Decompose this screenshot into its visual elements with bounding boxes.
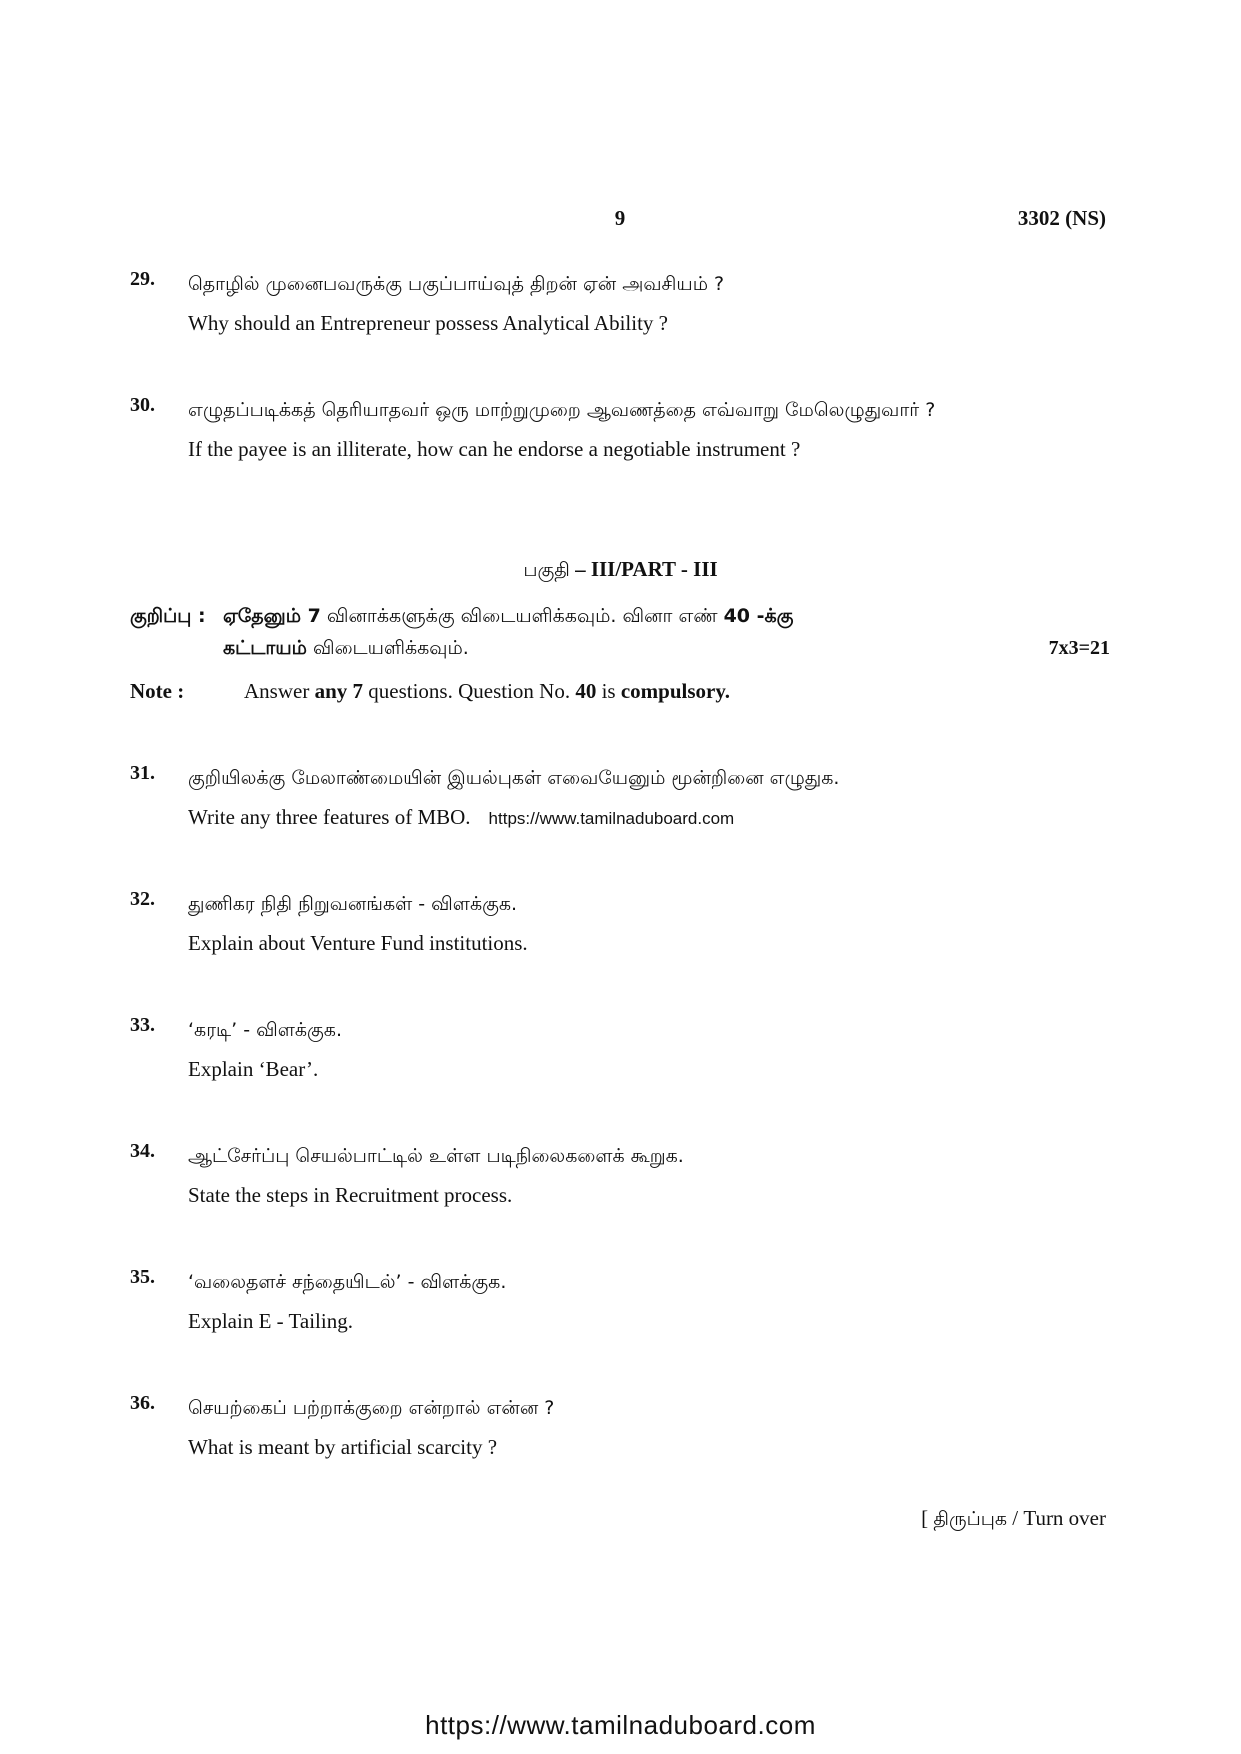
question-text-english: If the payee is an illiterate, how can he endorse a negotiable instrument ? xyxy=(188,437,801,461)
question-number: 31. xyxy=(130,762,155,784)
question-number: 35. xyxy=(130,1266,155,1288)
watermark-url: https://www.tamilnaduboard.com xyxy=(488,809,735,828)
question-32 xyxy=(130,888,1110,958)
question-text-english: What is meant by artificial scarcity ? xyxy=(188,1435,498,1459)
question-text-english-row xyxy=(188,802,1110,834)
question-text-tamil: துணிகர நிதி நிறுவனங்கள் - விளக்குக. xyxy=(188,893,518,915)
instruction-tamil xyxy=(130,600,1110,664)
note-part-bold: any 7 xyxy=(314,679,364,703)
question-33 xyxy=(130,1014,1110,1084)
instruction-q40: 40 -க்கு xyxy=(723,605,794,627)
section-title xyxy=(0,557,1241,584)
question-text-english: Explain ‘Bear’. xyxy=(188,1057,319,1081)
question-text-tamil: குறியிலக்கு மேலாண்மையின் இயல்புகள் எவையேனும் மூன்றினை எழுதுக. xyxy=(188,767,840,789)
question-number: 32. xyxy=(130,888,155,910)
note-part-bold: compulsory. xyxy=(620,679,730,703)
question-31 xyxy=(130,762,1110,834)
question-text-tamil: ஆட்சேர்ப்பு செயல்பாட்டில் உள்ள படிநிலைகளைக் கூறுக. xyxy=(188,1145,684,1167)
question-text-english: Write any three features of MBO. xyxy=(188,805,471,829)
paper-code: 3302 (NS) xyxy=(1017,206,1106,230)
note-text xyxy=(244,676,1110,706)
instruction-middle: வினாக்களுக்கு விடையளிக்கவும். வினா எண் xyxy=(326,605,718,627)
note-part: Answer xyxy=(244,679,310,703)
question-number: 36. xyxy=(130,1392,155,1414)
question-text-tamil: தொழில் முனைபவருக்கு பகுப்பாய்வுத் திறன் ஏன் அவசியம் ? xyxy=(188,273,725,295)
instruction-any-7: ஏதேனும் 7 xyxy=(223,605,321,627)
section-title-english: – III/PART - III xyxy=(575,557,718,581)
question-text-english: State the steps in Recruitment process. xyxy=(188,1183,513,1207)
turn-over-label xyxy=(921,1506,1106,1533)
question-text-english: Explain about Venture Fund institutions. xyxy=(188,931,528,955)
page-number: 9 xyxy=(614,206,626,230)
question-text-tamil: செயற்கைப் பற்றாக்குறை என்றால் என்ன ? xyxy=(188,1397,555,1419)
footer-url: https://www.tamilnaduboard.com xyxy=(425,1710,816,1740)
question-text-english: Why should an Entrepreneur possess Analytical Ability ? xyxy=(188,311,668,335)
note-part: questions. Question No. xyxy=(368,679,571,703)
question-number: 33. xyxy=(130,1014,155,1036)
question-text-english: Explain E - Tailing. xyxy=(188,1309,353,1333)
instruction-compulsory: கட்டாயம் xyxy=(223,637,307,659)
section-title-tamil: பகுதி xyxy=(523,559,570,581)
question-30 xyxy=(130,394,1110,464)
marks-allocation: 7x3=21 xyxy=(1048,637,1110,659)
question-35 xyxy=(130,1266,1110,1336)
instruction-text-tamil xyxy=(223,600,1110,664)
question-29 xyxy=(130,268,1110,338)
turn-over-tamil: திருப்புக xyxy=(933,1508,1008,1530)
question-text-tamil: ‘வலைதளச் சந்தையிடல்’ - விளக்குக. xyxy=(188,1271,507,1293)
question-text-tamil: ‘கரடி’ - விளக்குக. xyxy=(188,1019,342,1041)
instruction-end: விடையளிக்கவும். xyxy=(312,637,469,659)
instruction-label-tamil: குறிப்பு : xyxy=(130,605,206,627)
question-number: 34. xyxy=(130,1140,155,1162)
turn-over-english: / Turn over xyxy=(1012,1506,1106,1530)
question-number: 29. xyxy=(130,268,155,290)
question-text-tamil: எழுதப்படிக்கத் தெரியாதவர் ஒரு மாற்றுமுறை ஆவணத்தை எவ்வாறு மேலெழுதுவார் ? xyxy=(188,399,936,421)
note-label: Note : xyxy=(130,679,185,703)
question-34 xyxy=(130,1140,1110,1210)
instruction-english xyxy=(130,676,1110,706)
question-36 xyxy=(130,1392,1110,1462)
question-number: 30. xyxy=(130,394,155,416)
note-part: is xyxy=(601,679,616,703)
turn-over-bracket: [ xyxy=(921,1506,929,1530)
note-part-bold: 40 xyxy=(575,679,597,703)
